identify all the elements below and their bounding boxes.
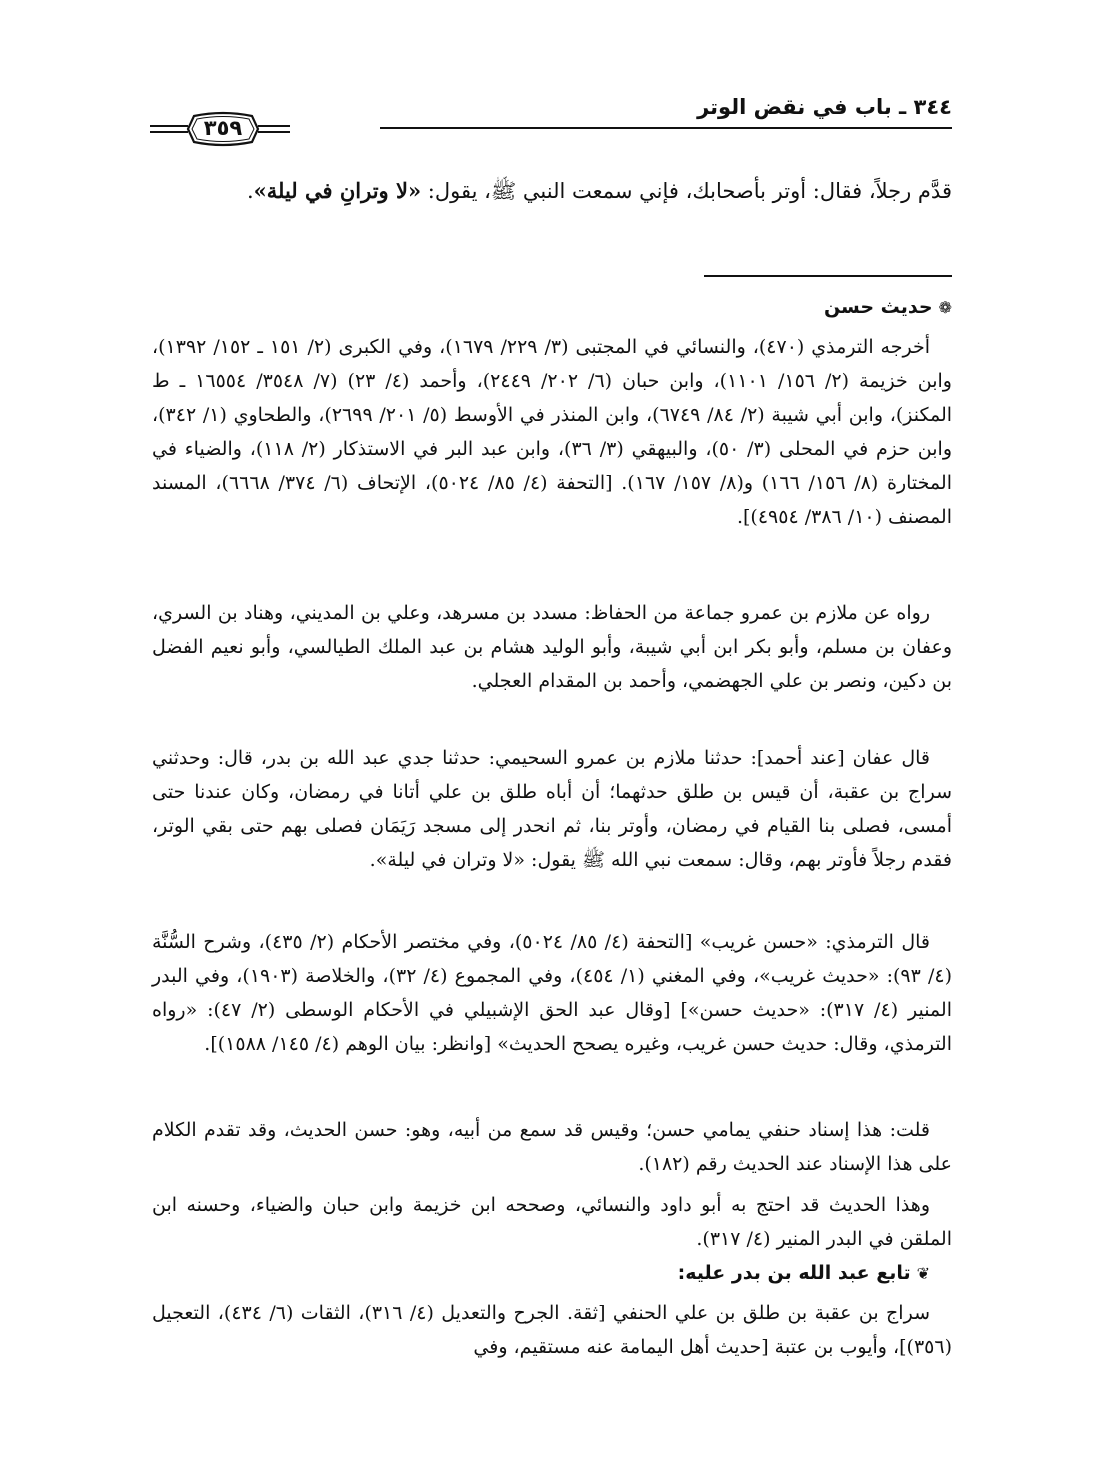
paragraph-text: أخرجه الترمذي (٤٧٠)، والنسائي في المجتبى (٣/ ٢٢٩/ ١٦٧٩)، وفي الكبرى (٢/ ١٥١ ـ ١٥٢/ ١٣٩٢)، وابن خزيمة (٢/ ١٥٦/ ١١٠١)، وابن حبان (٦/ ٢٠٢/ ٢٤٤٩)، وأحمد (٤/ ٢٣) (٧/ ٣٥٤٨/ ١٦٥٥٤ ـ ط المكنز)، وابن أبي شيبة (٢/ ٨٤/ ٦٧٤٩)، وابن المنذر في الأوسط (٥/ ٢٠١/ ٢٦٩٩)، والطحاوي (١/ ٣٤٢)، وابن حزم في المحلى (٣/ ٥٠)، والبيهقي (٣/ ٣٦)، وابن عبد البر في الاستذكار (٢/ ١١٨)، والضياء في المختارة (٨/ ١٥٦/ ١٦٦) و(٨/ ١٥٧/ ١٦٧). [التحفة (٤/ ٨٥/ ٥٠٢٤)، الإتحاف (٦/ ٣٧٤/ ٦٦٦٨)، المسند المصنف (١٠/ ٣٨٦/ ٤٩٥٤)]. [152, 336, 953, 528]
continued-text [152, 172, 952, 210]
page-number: ٣٥٩ [203, 116, 243, 140]
paragraph-text: وهذا الحديث قد احتج به أبو داود والنسائي، وصححه ابن خزيمة وابن حبان والضياء، وحسنه ابن الملقن في البدر المنير (٤/ ٣١٧). [152, 1194, 952, 1250]
paragraph-tirmidhi [152, 925, 952, 1061]
paragraph-text: سراج بن عقبة بن طلق بن علي الحنفي [ثقة. الجرح والتعديل (٤/ ٣١٦)، الثقات (٦/ ٤٣٤)، التعجيل (٣٥٦)]، وأيوب بن عتبة [حديث أهل اليمامة عنه مستقيم، وفي [152, 1302, 952, 1358]
paragraph-text: قال عفان [عند أحمد]: حدثنا ملازم بن عمرو السحيمي: حدثنا جدي عبد الله بن بدر، قال: وحدثني سراج بن عقبة، أن قيس بن طلق حدثهما؛ أن أباه طلق بن علي أتانا في رمضان، وكان عندنا حتى أمسى، فصلى بنا القيام في رمضان، وأوتر بنا، ثم انحدر إلى مسجد رَيَمَان فصلى بهم حتى بقي الوتر، فقدم رجلاً فأوتر بهم، وقال: سمعت نبي الله ﷺ يقول: «لا وتران في ليلة». [152, 747, 952, 871]
hadith-quote: «لا وترانِ في ليلة» [253, 178, 422, 203]
rosette-bullet-icon: ❁ [938, 298, 952, 317]
paragraph-siraj [152, 1296, 952, 1364]
paragraph-text: قال الترمذي: «حسن غريب» [التحفة (٤/ ٨٥/ ٥٠٢٤)، وفي مختصر الأحكام (٢/ ٤٣٥)، وشرح السُّنَّة (٤/ ٩٣): «حديث غريب»، وفي المغني (١/ ٤٥٤)، وفي المجموع (٤/ ٣٢)، والخلاصة (١٩٠٣)، وفي البدر المنير (٤/ ٣١٧): «حديث حسن»] [وقال عبد الحق الإشبيلي في الأحكام الوسطى (٢/ ٤٧): «رواه الترمذي، وقال: حديث حسن غريب، وغيره يصحح الحديث» [وانظر: بيان الوهم (٤/ ١٤٥/ ١٥٨٨)]. [152, 931, 952, 1055]
paragraph-verdict [152, 1113, 952, 1181]
grading-heading [824, 296, 952, 318]
running-title: ٣٤٤ ـ باب في نقض الوتر [697, 95, 952, 119]
leaf-bullet-icon: ❦ [916, 1264, 930, 1283]
sub-heading-label: تابع عبد الله بن بدر عليه: [677, 1262, 911, 1284]
continued-text-end: . [246, 179, 254, 203]
paragraph-text: قلت: هذا إسناد حنفي يمامي حسن؛ وقيس قد سمع من أبيه، وهو: حسن الحديث، وقد تقدم الكلام على هذا الإسناد عند الحديث رقم (١٨٢). [152, 1119, 952, 1175]
paragraph-takhrij [152, 330, 952, 534]
header-rule [380, 127, 952, 129]
paragraph-text: رواه عن ملازم بن عمرو جماعة من الحفاظ: مسدد بن مسرهد، وعلي بن المديني، وهناد بن السري، وعفان بن مسلم، وأبو بكر ابن أبي شيبة، وأبو الوليد هشام بن عبد الملك الطيالسي، وأبو نعيم الفضل بن دكين، ونصر بن علي الجهضمي، وأحمد بن المقدام العجلي. [152, 602, 952, 692]
footnote-separator [704, 275, 952, 277]
page-number-badge [150, 110, 290, 150]
sub-heading [678, 1262, 952, 1284]
paragraph-narrators [152, 596, 952, 698]
grading-heading-label: حديث حسن [823, 296, 933, 318]
paragraph-authentication [152, 1188, 952, 1256]
continued-text-plain: قدَّم رجلاً، فقال: أوتر بأصحابك، فإني سمعت النبي ﷺ، يقول: [421, 179, 952, 203]
paragraph-affan [152, 741, 952, 877]
